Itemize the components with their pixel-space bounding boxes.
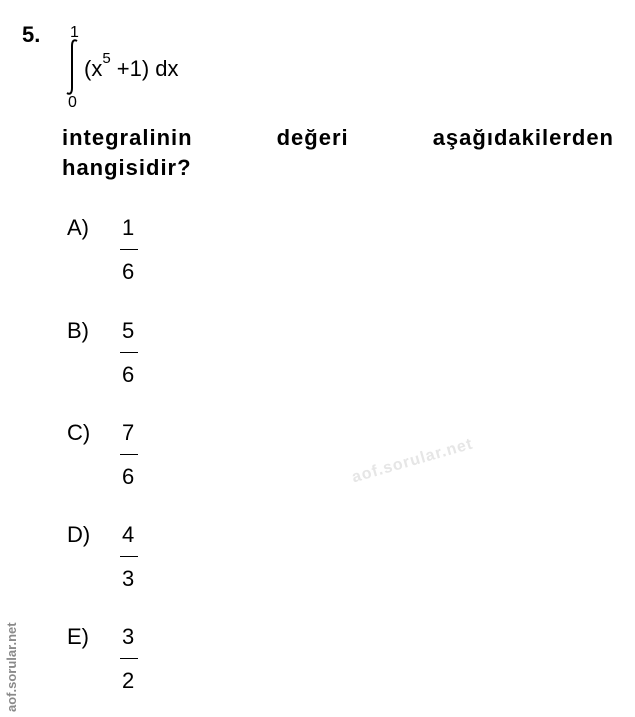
option-c[interactable] — [67, 420, 187, 500]
option-d-label: D) — [67, 522, 91, 547]
option-d[interactable] — [67, 522, 187, 602]
option-e-numerator: 3 — [122, 624, 135, 649]
integrand-exponent: 5 — [102, 50, 111, 67]
stem-word-1: integralinin — [62, 125, 193, 150]
option-d-fraction-bar — [120, 556, 138, 557]
option-c-label: C) — [67, 420, 91, 445]
watermark-center: aof.sorular.net — [350, 435, 476, 487]
stem-line-2: hangisidir? — [62, 155, 192, 180]
option-e[interactable] — [67, 624, 187, 704]
option-d-denominator: 3 — [122, 566, 135, 591]
option-a-numerator: 1 — [122, 215, 135, 240]
option-b-numerator: 5 — [122, 318, 135, 343]
integral-upper-limit: 1 — [70, 24, 79, 41]
integral-lower-limit: 0 — [68, 94, 77, 111]
option-c-fraction-bar — [120, 454, 138, 455]
option-e-denominator: 2 — [122, 668, 135, 693]
option-b-label: B) — [67, 318, 89, 343]
integrand-rest: +1) dx — [110, 56, 179, 81]
watermark-side: aof.sorular.net — [4, 622, 19, 712]
option-e-fraction-bar — [120, 658, 138, 659]
stem-word-2: değeri — [276, 125, 349, 150]
question-stem — [62, 123, 614, 183]
option-c-numerator: 7 — [122, 420, 135, 445]
integral-sign — [64, 38, 80, 96]
question-number: 5. — [22, 22, 41, 47]
option-a-label: A) — [67, 215, 89, 240]
stem-line-1 — [62, 123, 614, 153]
integrand-base: (x — [84, 56, 103, 81]
option-b[interactable] — [67, 318, 187, 398]
option-d-numerator: 4 — [122, 522, 135, 547]
integrand — [84, 50, 179, 82]
option-a[interactable] — [67, 215, 187, 295]
option-a-fraction-bar — [120, 249, 138, 250]
option-b-denominator: 6 — [122, 362, 135, 387]
option-b-fraction-bar — [120, 352, 138, 353]
stem-word-3: aşağıdakilerden — [432, 125, 614, 150]
option-c-denominator: 6 — [122, 464, 135, 489]
option-a-denominator: 6 — [122, 259, 135, 284]
option-e-label: E) — [67, 624, 89, 649]
